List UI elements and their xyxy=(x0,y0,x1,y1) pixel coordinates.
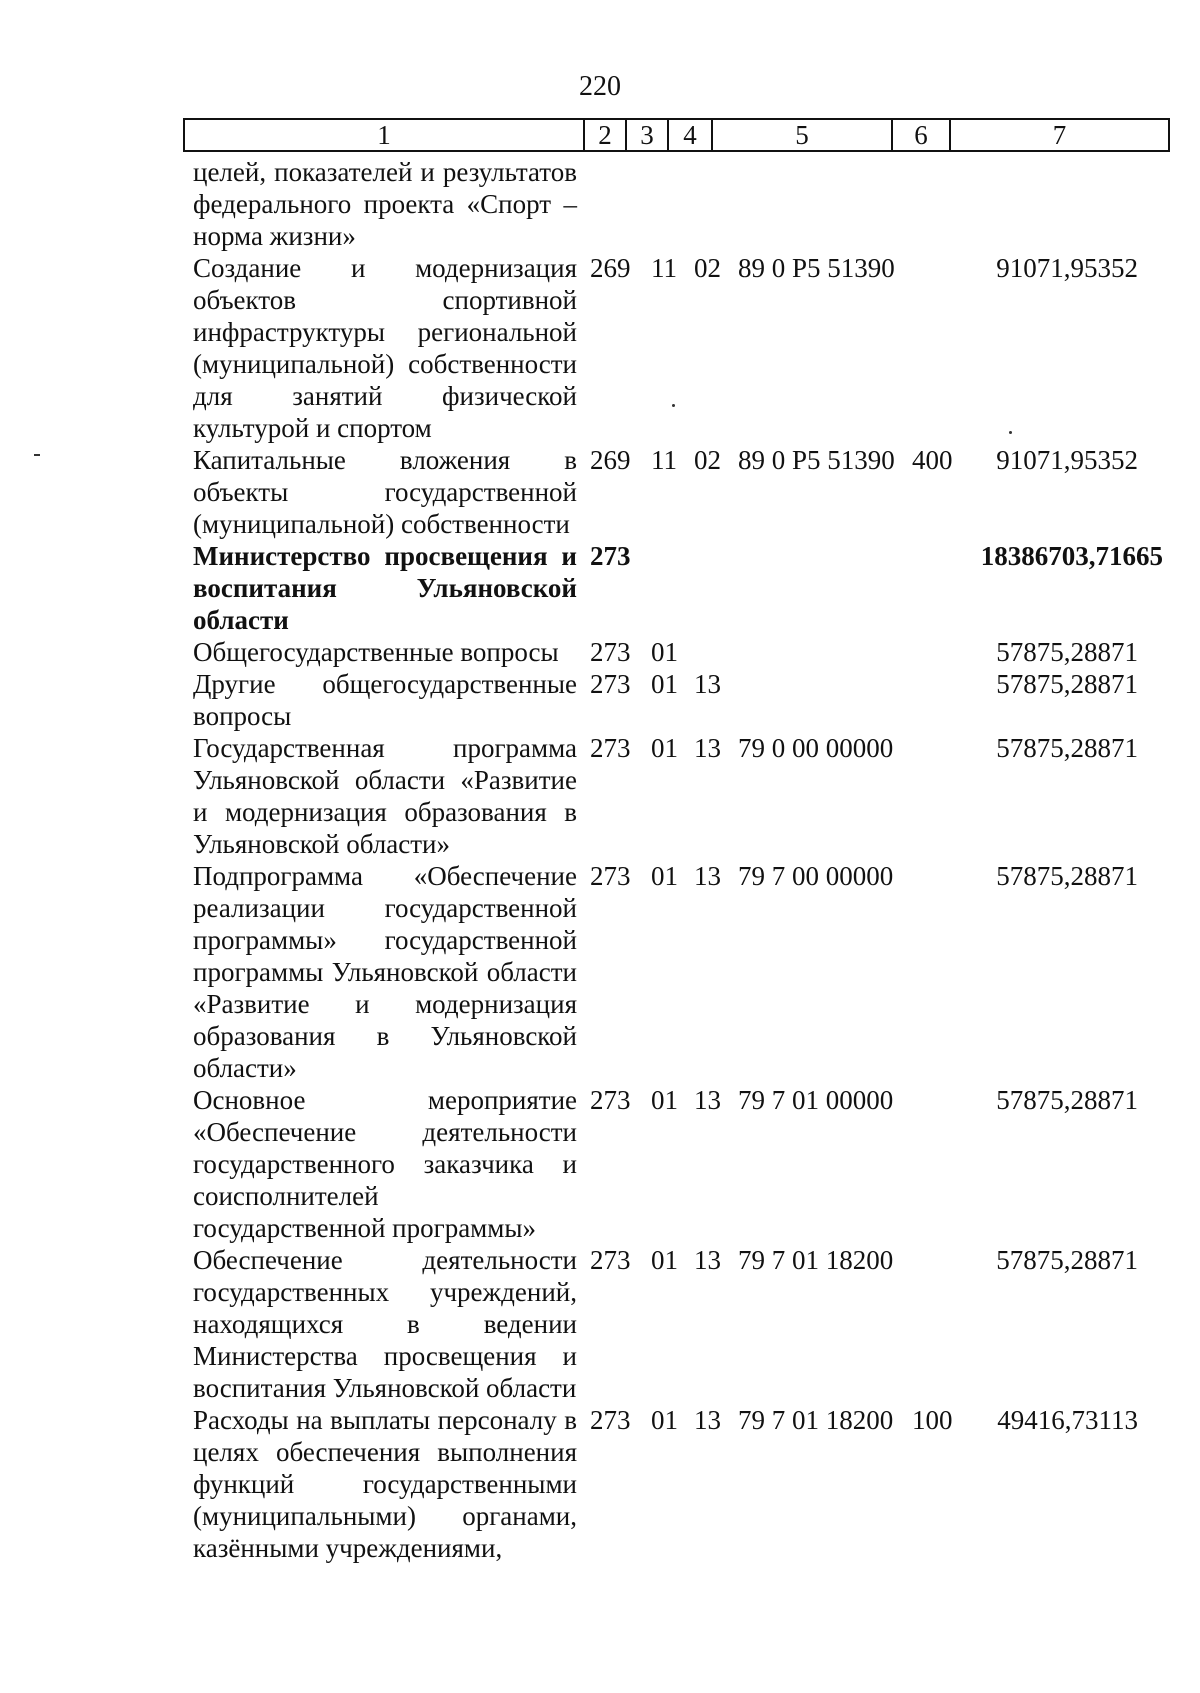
row-amount: 57875,28871 xyxy=(996,1085,1138,1115)
row-admin-code: 273 xyxy=(590,1245,631,1275)
header-col-5: 5 xyxy=(713,120,893,150)
table-row xyxy=(0,668,1200,732)
header-col-6: 6 xyxy=(893,120,951,150)
row-amount: 91071,95352 xyxy=(996,253,1138,283)
scan-artifact-dash xyxy=(34,454,40,456)
row-name: Министерство просвещения и воспитания Ульяновской области xyxy=(193,541,577,635)
row-name: Подпрограмма «Обеспечение реализации государственной программы» государственной программы Ульяновской области «Развитие и модернизация образования в Ульяновской области» xyxy=(193,861,577,1083)
table-row xyxy=(0,540,1200,636)
table-row xyxy=(0,252,1200,444)
row-target-code: 79 7 01 18200 xyxy=(738,1405,894,1435)
budget-table-body xyxy=(0,156,1200,1564)
row-section: 01 xyxy=(651,1085,678,1115)
row-section: 01 xyxy=(651,1405,678,1435)
row-amount: 57875,28871 xyxy=(996,861,1138,891)
table-header xyxy=(183,118,1170,152)
scan-artifact-dot xyxy=(1009,431,1012,434)
table-row xyxy=(0,636,1200,668)
header-col-7: 7 xyxy=(1052,120,1067,150)
row-subsection: 02 xyxy=(694,445,721,475)
row-admin-code: 273 xyxy=(590,669,631,699)
row-target-code: 79 7 01 00000 xyxy=(738,1085,894,1115)
row-target-code: 89 0 P5 51390 xyxy=(738,445,895,475)
header-col-4: 4 xyxy=(669,120,713,150)
header-col-1: 1 xyxy=(185,120,585,150)
table-row xyxy=(0,860,1200,1084)
table-row xyxy=(0,1084,1200,1244)
header-col-3: 3 xyxy=(627,120,669,150)
row-amount: 91071,95352 xyxy=(996,445,1138,475)
row-admin-code: 269 xyxy=(590,253,631,283)
row-name: Основное мероприятие «Обеспечение деятельности государственного заказчика и соисполнителей государственной программы» xyxy=(193,1085,577,1243)
scan-artifact-dot xyxy=(672,404,675,407)
row-name: Капитальные вложения в объекты государственной (муниципальной) собственности xyxy=(193,445,577,539)
row-section: 11 xyxy=(651,445,677,475)
row-subsection: 13 xyxy=(694,861,721,891)
row-section: 01 xyxy=(651,1245,678,1275)
row-subsection: 13 xyxy=(694,669,721,699)
table-row xyxy=(0,1244,1200,1404)
row-target-code: 79 7 01 18200 xyxy=(738,1245,894,1275)
row-subsection: 13 xyxy=(694,1245,721,1275)
row-subsection: 13 xyxy=(694,733,721,763)
row-section: 01 xyxy=(651,861,678,891)
header-col-2: 2 xyxy=(585,120,627,150)
row-section: 01 xyxy=(651,733,678,763)
row-section: 01 xyxy=(651,669,678,699)
row-admin-code: 273 xyxy=(590,1085,631,1115)
row-name: Расходы на выплаты персоналу в целях обеспечения выполнения функций государственными (муниципальными) органами, казёнными учреждениями, xyxy=(193,1405,577,1563)
row-subsection: 13 xyxy=(694,1085,721,1115)
row-subsection: 02 xyxy=(694,253,721,283)
row-name: Обеспечение деятельности государственных учреждений, находящихся в ведении Министерства просвещения и воспитания Ульяновской области xyxy=(193,1245,577,1403)
row-admin-code: 273 xyxy=(590,861,631,891)
row-name: целей, показателей и результатов федерального проекта «Спорт – норма жизни» xyxy=(193,157,577,251)
table-row xyxy=(0,156,1200,252)
row-amount: 57875,28871 xyxy=(996,1245,1138,1275)
row-admin-code: 269 xyxy=(590,445,631,475)
row-target-code: 79 0 00 00000 xyxy=(738,733,894,763)
row-section: 01 xyxy=(651,637,678,667)
row-admin-code: 273 xyxy=(590,541,631,571)
row-amount: 49416,73113 xyxy=(997,1405,1138,1435)
row-expense-type: 400 xyxy=(912,445,953,475)
row-admin-code: 273 xyxy=(590,1405,631,1435)
row-name: Создание и модернизация объектов спортивной инфраструктуры региональной (муниципальной) собственности для занятий физической культурой и спортом xyxy=(193,253,577,443)
table-row xyxy=(0,444,1200,540)
row-target-code: 89 0 P5 51390 xyxy=(738,253,895,283)
row-amount: 57875,28871 xyxy=(996,733,1138,763)
row-name: Общегосударственные вопросы xyxy=(193,637,559,667)
row-amount: 57875,28871 xyxy=(996,637,1138,667)
row-section: 11 xyxy=(651,253,677,283)
row-admin-code: 273 xyxy=(590,733,631,763)
row-amount: 57875,28871 xyxy=(996,669,1138,699)
row-target-code: 79 7 00 00000 xyxy=(738,861,894,891)
page-number: 220 xyxy=(579,71,621,102)
table-row xyxy=(0,732,1200,860)
table-row xyxy=(0,1404,1200,1564)
row-name: Государственная программа Ульяновской области «Развитие и модернизация образования в Ульяновской области» xyxy=(193,733,577,859)
row-name: Другие общегосударственные вопросы xyxy=(193,669,577,731)
row-amount: 18386703,71665 xyxy=(980,541,1163,571)
row-expense-type: 100 xyxy=(912,1405,953,1435)
row-admin-code: 273 xyxy=(590,637,631,667)
row-subsection: 13 xyxy=(694,1405,721,1435)
